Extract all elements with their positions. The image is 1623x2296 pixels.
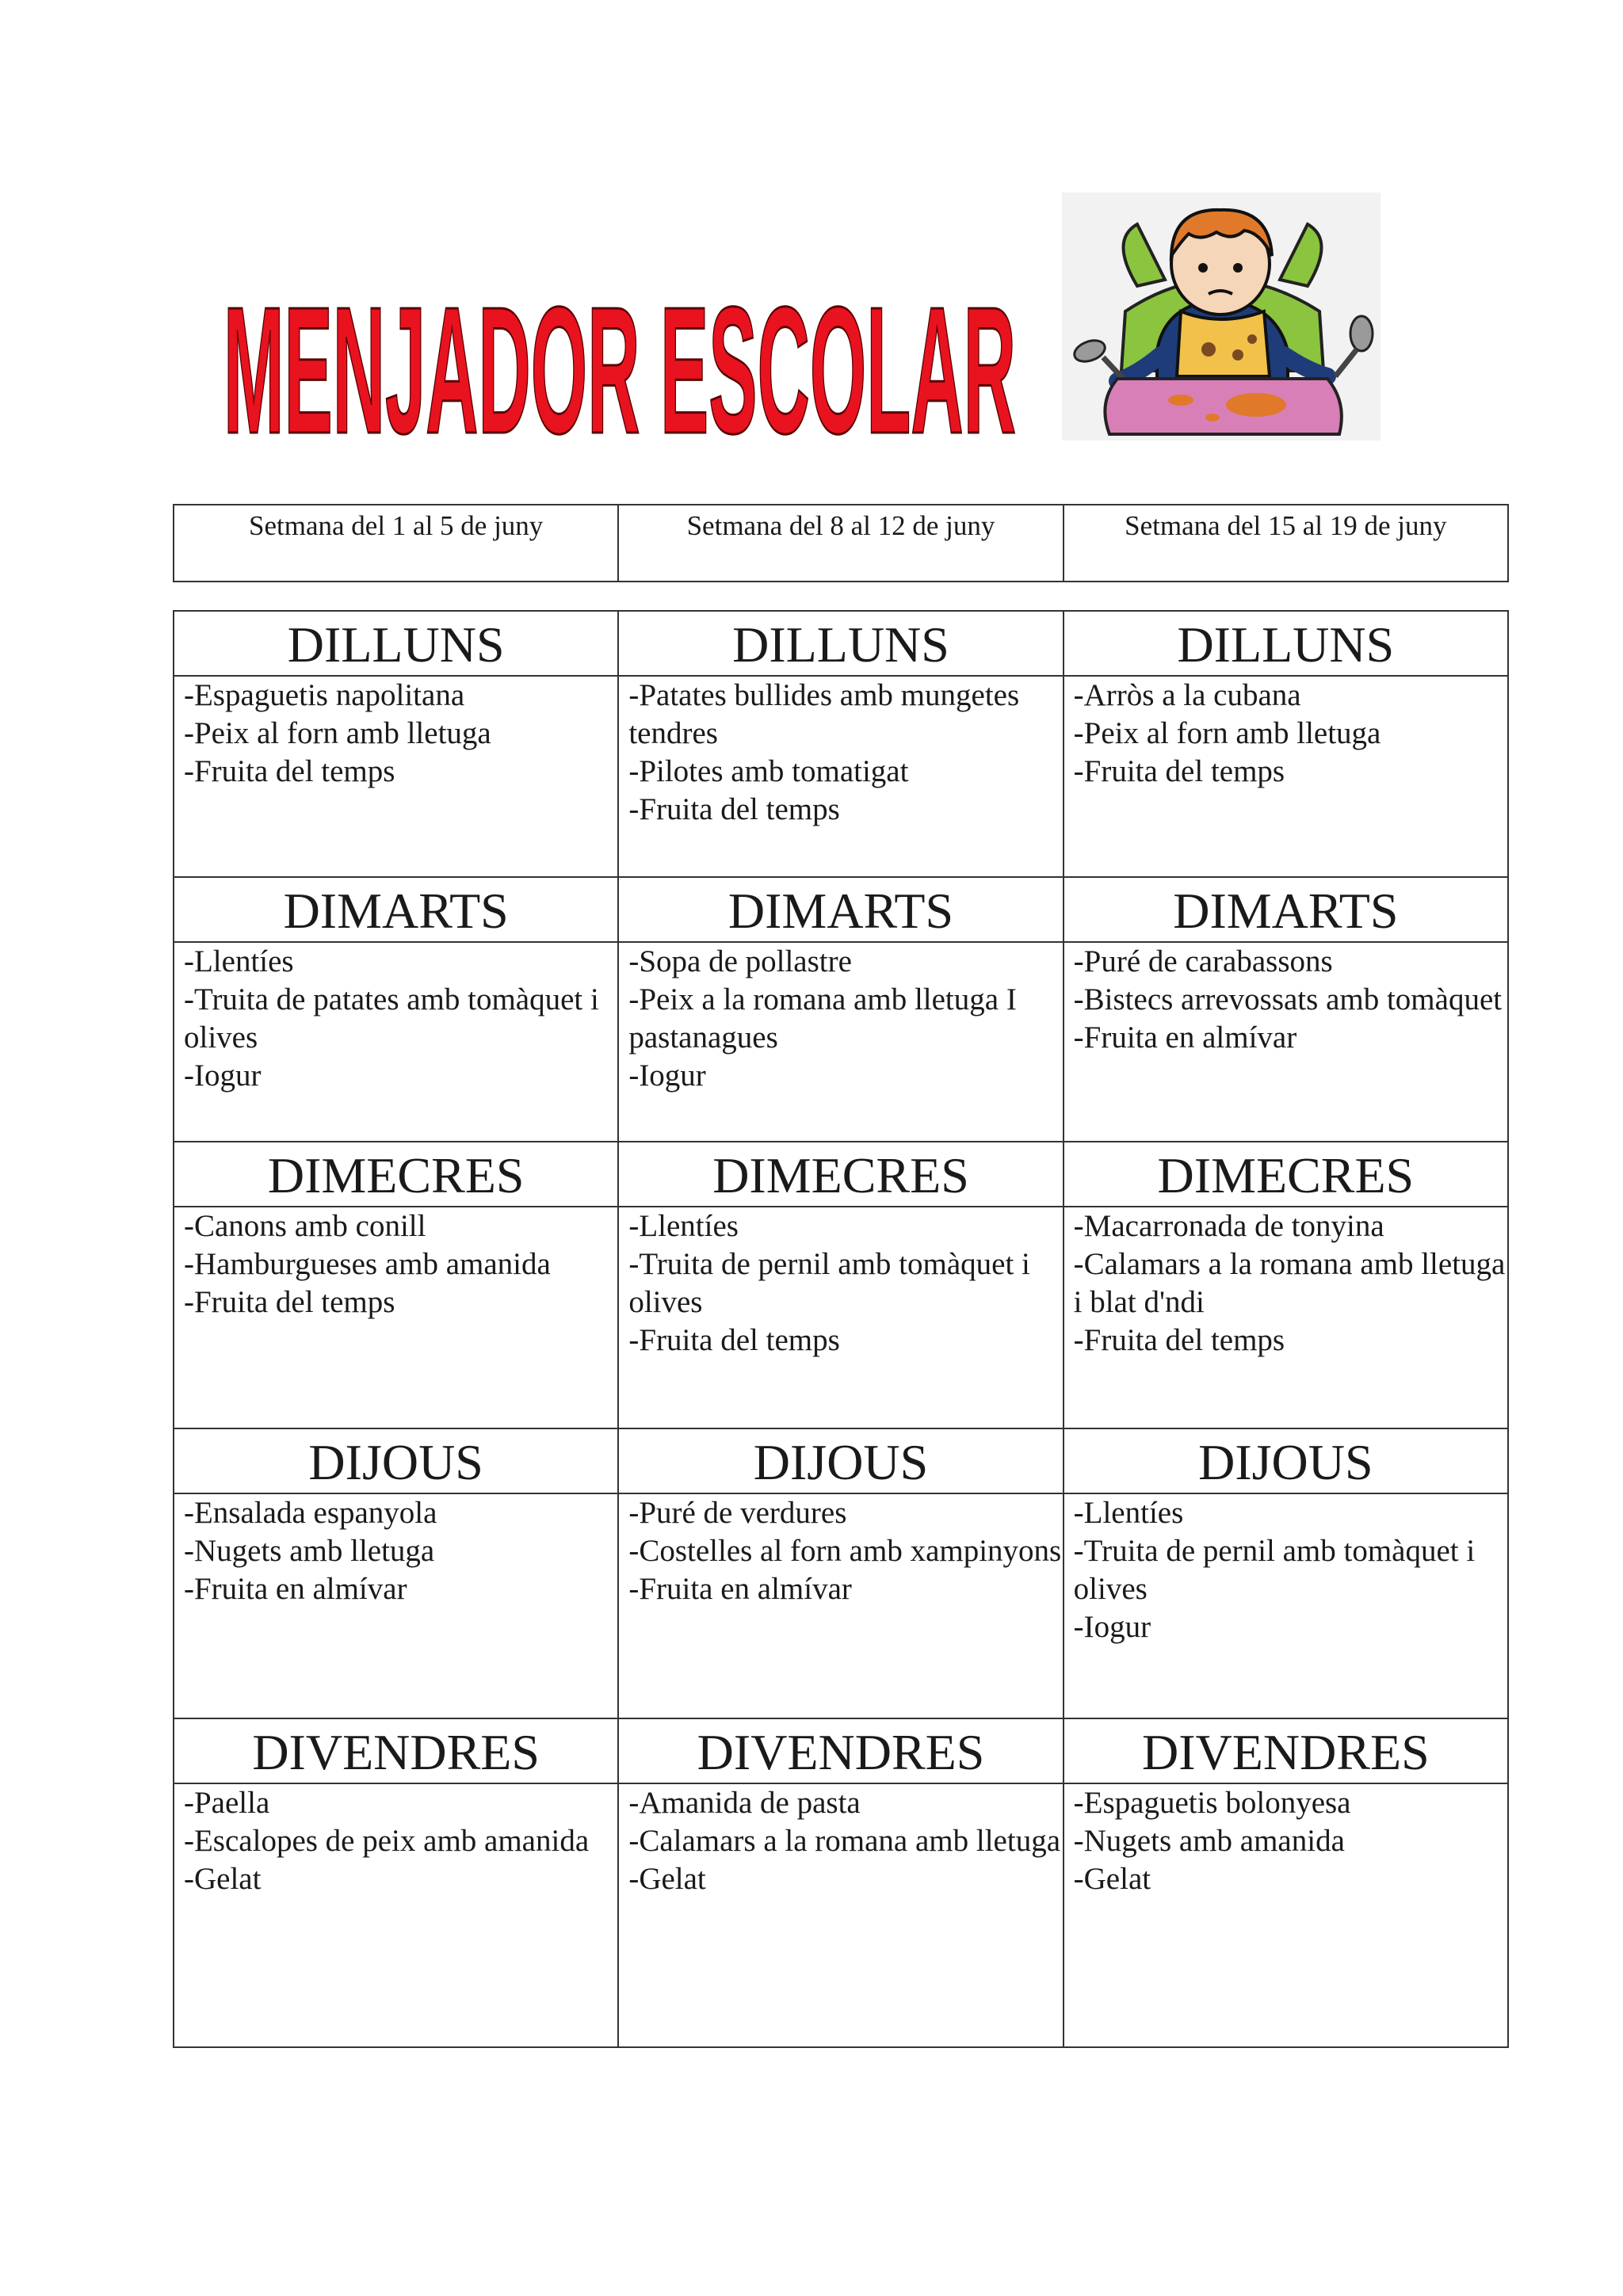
- menu-cell: [1064, 942, 1508, 1142]
- dish-item: -Pilotes amb tomatigat: [628, 754, 909, 788]
- day-header: [174, 1142, 618, 1207]
- dish-item: -Puré de verdures: [628, 1496, 847, 1530]
- week-header: Setmana del 1 al 5 de juny: [174, 505, 618, 582]
- day-header: [1064, 611, 1508, 676]
- dish-item: -Paella: [184, 1786, 270, 1820]
- day-header-row: [174, 1142, 1508, 1207]
- day-header: [1064, 1428, 1508, 1493]
- dish-item: -Gelat: [628, 1862, 706, 1896]
- page-title-text: MENJADOR ESCOLAR: [223, 293, 1016, 450]
- day-name: DILLUNS: [287, 616, 505, 673]
- dish-item: -Peix a la romana amb lletuga I pastanagues: [628, 982, 1017, 1055]
- dish-item: -Fruita del temps: [184, 754, 395, 788]
- week-header: Setmana del 8 al 12 de juny: [618, 505, 1063, 582]
- menu-cell: [174, 942, 618, 1142]
- dish-item: -Nugets amb lletuga: [184, 1534, 435, 1568]
- dish-item: -Canons amb conill: [184, 1209, 426, 1243]
- dish-item: -Gelat: [1073, 1862, 1151, 1896]
- menu-cell: [618, 676, 1063, 877]
- day-header-row: [174, 1718, 1508, 1783]
- day-name: DIMARTS: [727, 883, 954, 939]
- dish-item: -Espaguetis napolitana: [184, 678, 465, 712]
- day-header: [174, 877, 618, 942]
- day-name: DIMARTS: [1173, 883, 1399, 939]
- dish-item: -Fruita en almívar: [184, 1572, 407, 1606]
- day-header: [618, 611, 1063, 676]
- day-header: [618, 1718, 1063, 1783]
- day-header: [1064, 877, 1508, 942]
- dish-item: -Fruita del temps: [1073, 1323, 1285, 1357]
- dish-item: -Fruita en almívar: [628, 1572, 852, 1606]
- dish-item: -Fruita del temps: [628, 792, 840, 826]
- menu-cell: [1064, 1207, 1508, 1428]
- dish-item: -Llentíes: [184, 944, 294, 978]
- dish-item: -Iogur: [1073, 1610, 1151, 1644]
- menu-cell: [174, 676, 618, 877]
- page-title: [223, 293, 1021, 450]
- day-header-row: [174, 877, 1508, 942]
- dish-item: -Macarronada de tonyina: [1073, 1209, 1384, 1243]
- week-header: Setmana del 15 al 19 de juny: [1064, 505, 1508, 582]
- day-name: DIJOUS: [753, 1434, 929, 1490]
- dish-item: -Truita de pernil amb tomàquet i olives: [628, 1247, 1030, 1319]
- day-name: DIJOUS: [308, 1434, 483, 1490]
- menu-row: [174, 676, 1508, 877]
- dish-item: -Truita de pernil amb tomàquet i olives: [1073, 1534, 1476, 1606]
- day-header: [618, 1428, 1063, 1493]
- day-name: DIMECRES: [267, 1147, 525, 1203]
- dish-item: -Fruita del temps: [1073, 754, 1285, 788]
- day-header: [174, 1718, 618, 1783]
- dish-item: -Patates bullides amb mungetes tendres: [628, 678, 1020, 750]
- day-name: DILLUNS: [1177, 616, 1395, 673]
- dish-item: -Hamburgueses amb amanida: [184, 1247, 551, 1281]
- day-name: DIMARTS: [283, 883, 509, 939]
- dish-item: -Fruita en almívar: [1073, 1020, 1297, 1055]
- menu-row: [174, 1783, 1508, 2047]
- menu-cell: [1064, 1493, 1508, 1718]
- dish-item: -Nugets amb amanida: [1073, 1824, 1345, 1858]
- child-eating-icon: [1062, 193, 1381, 441]
- day-header: [174, 1428, 618, 1493]
- menu-cell: [174, 1783, 618, 2047]
- menu-cell: [174, 1207, 618, 1428]
- day-name: DIVENDRES: [697, 1724, 985, 1780]
- menu-row: [174, 942, 1508, 1142]
- dish-item: -Sopa de pollastre: [628, 944, 852, 978]
- menu-row: [174, 1493, 1508, 1718]
- dish-item: -Fruita del temps: [184, 1285, 395, 1319]
- day-header-row: [174, 611, 1508, 676]
- menu-cell: [618, 942, 1063, 1142]
- day-header: [618, 877, 1063, 942]
- day-name: DILLUNS: [732, 616, 949, 673]
- day-header: [618, 1142, 1063, 1207]
- day-name: DIVENDRES: [252, 1724, 540, 1780]
- day-header: [1064, 1142, 1508, 1207]
- day-header-row: [174, 1428, 1508, 1493]
- dish-item: -Peix al forn amb lletuga: [184, 716, 491, 750]
- dish-item: -Gelat: [184, 1862, 262, 1896]
- day-name: DIMECRES: [1157, 1147, 1415, 1203]
- dish-item: -Calamars a la romana amb lletuga i blat d'ndi: [1073, 1247, 1506, 1319]
- dish-item: -Calamars a la romana amb lletuga: [628, 1824, 1061, 1858]
- menu-row: [174, 1207, 1508, 1428]
- dish-item: -Llentíes: [628, 1209, 739, 1243]
- dish-item: -Ensalada espanyola: [184, 1496, 437, 1530]
- menu-cell: [174, 1493, 618, 1718]
- dish-item: -Truita de patates amb tomàquet i olives: [184, 982, 599, 1055]
- dish-item: -Espaguetis bolonyesa: [1073, 1786, 1351, 1820]
- menu-table: [173, 610, 1509, 2048]
- dish-item: -Bistecs arrevossats amb tomàquet: [1073, 982, 1503, 1016]
- menu-cell: [1064, 676, 1508, 877]
- dish-item: -Puré de carabassons: [1073, 944, 1333, 978]
- day-name: DIMECRES: [712, 1147, 969, 1203]
- day-header: [1064, 1718, 1508, 1783]
- dish-item: -Fruita del temps: [628, 1323, 840, 1357]
- menu-cell: [618, 1207, 1063, 1428]
- dish-item: -Amanida de pasta: [628, 1786, 861, 1820]
- day-name: DIJOUS: [1198, 1434, 1373, 1490]
- dish-item: -Iogur: [628, 1058, 706, 1093]
- dish-item: -Peix al forn amb lletuga: [1073, 716, 1381, 750]
- dish-item: -Escalopes de peix amb amanida: [184, 1824, 590, 1858]
- dish-item: -Llentíes: [1073, 1496, 1184, 1530]
- weeks-table: [173, 504, 1509, 582]
- dish-item: -Costelles al forn amb xampinyons: [628, 1534, 1062, 1568]
- dish-item: -Arròs a la cubana: [1073, 678, 1301, 712]
- menu-cell: [618, 1493, 1063, 1718]
- day-name: DIVENDRES: [1142, 1724, 1430, 1780]
- menu-cell: [618, 1783, 1063, 2047]
- dish-item: -Iogur: [184, 1058, 262, 1093]
- day-header: [174, 611, 618, 676]
- menu-cell: [1064, 1783, 1508, 2047]
